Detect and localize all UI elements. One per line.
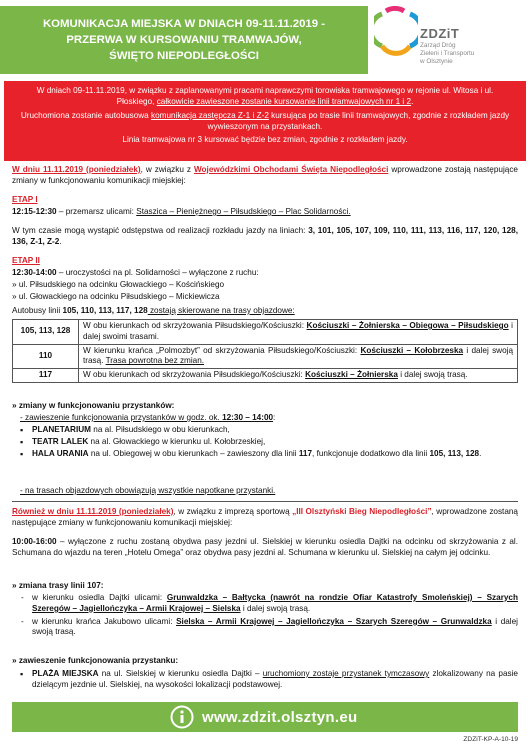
detour-intro (12, 306, 518, 317)
etap2-text: – uroczystości na pl. Solidarności – wyłączone z ruchu: (56, 268, 259, 277)
list-item (18, 593, 518, 615)
etap1-route: Staszica – Pieniężnego – Piłsudskiego – Plac Solidarności. (136, 207, 351, 216)
etap2-item-2: » ul. Głowackiego na odcinku Piłsudskiego – Mickiewicza (12, 292, 220, 301)
etap2-time: 12:30-14:00 (12, 268, 57, 277)
detour-intro-text: Autobusy linii (12, 306, 63, 315)
stop-name: HALA URANIA (32, 448, 89, 458)
zdzit-logo (374, 6, 524, 74)
stop-text-3: . (479, 448, 482, 458)
stop-text: na al. Głowackiego w kierunku ul. Kołobrzeskiej, (88, 436, 266, 446)
route-text: W kierunku krańca „Polmozbyt” od skrzyżowania Piłsudskiego/Kościuszki: (83, 345, 361, 355)
stops-sub-text: - zawieszenie funkcjonowania przystanków w godz. ok. (20, 413, 223, 422)
route-change-heading (12, 581, 518, 592)
list-item (18, 669, 518, 691)
alert-p1-text: W dniach 09-11.11.2019, w związku z zaplanowanymi pracami naprawczymi torowiska tramwajowego w rejonie ul. Witosa i ul. Płoskiego, (36, 86, 494, 107)
section2-date: Również w dniu 11.11.2019 (poniedziałek) (12, 507, 174, 516)
stop-temporary: uruchomiony zostaje przystanek tymczasowy (262, 669, 430, 678)
stops-sub (12, 413, 518, 424)
stop-lines-extra: 105, 113, 128 (429, 448, 480, 458)
stop-text: na ul. Obiegowej w obu kierunkach – zawieszony dla linii (88, 448, 299, 458)
alert-paragraph-2 (18, 110, 512, 133)
header (0, 0, 530, 78)
stop-suspension-list (18, 669, 518, 691)
stops-sub-end: : (273, 413, 276, 422)
detour-table (12, 319, 518, 383)
section2-intro (12, 507, 518, 529)
alert-paragraph-3: Linia tramwajowa nr 3 kursować będzie bez zmian, zgodnie z rozkładem jazdy. (122, 135, 408, 145)
list-item (18, 617, 518, 639)
alert-p1-end: . (411, 97, 414, 107)
info-icon (170, 705, 194, 729)
etap2-label: ETAP II (12, 256, 40, 265)
table-row (13, 320, 518, 345)
logo-sub-2: Zieleni i Transportu (420, 50, 475, 57)
table-cell-line: 110 (13, 344, 79, 369)
list-item (18, 437, 518, 448)
route2-text: w kierunku krańca Jakubowo ulicami: (32, 616, 177, 626)
section1-intro-text: , w związku z (140, 165, 194, 174)
alert-p2-end: kursująca po trasie linii tramwajowych, zgodnie z rozkładem jazdy wywieszonym na przystankach. (207, 110, 510, 131)
section2-closure-text: – wyłączone z ruchu zostaną obydwa pasy jezdni ul. Sielskiej w kierunku osiedla Dajtki na odcinku od skrzyżowania z al. Schumana do wjazdu na teren „Hotelu Omega” oraz obydwa pasy jezdni al. Schumana w kierunku ul. Sielskiej na całym jej odcinku. (12, 537, 518, 557)
route-note: Trasa powrotna bez zmian. (105, 356, 205, 366)
route-text: W obu kierunkach od skrzyżowania Piłsudskiego/Kościuszki: (83, 321, 307, 330)
stop-name: TEATR LALEK (32, 436, 89, 446)
stop-text-end: zlokalizowany na pasie dzielącym jezdnie ul. Sielskiej, na wysokości lokalizacji podstawowej. (32, 669, 518, 689)
etap1-lines-text: W tym czasie mogą wystąpić odstępstwa od realizacji rozkładu jazdy na liniach: (12, 226, 309, 235)
stop-text: na al. Piłsudskiego w obu kierunkach, (90, 425, 230, 434)
route-streets: Kościuszki – Żołnierska (305, 370, 398, 380)
stop-text: na ul. Sielskiej w kierunku osiedla Dajtki – (98, 669, 263, 678)
section-divider (12, 501, 518, 502)
table-cell-line: 105, 113, 128 (13, 320, 79, 345)
document-code: ZDZiT-KP-A-10-19 (463, 736, 518, 743)
page-title (0, 6, 368, 74)
stops-note: - na trasach objazdowych obowiązują wszystkie napotkane przystanki. (20, 486, 276, 495)
list-item (18, 449, 518, 460)
title-line-1: KOMUNIKACJA MIEJSKA W DNIACH 09-11.11.2019 - (42, 18, 326, 30)
section2-time: 10:00-16:00 (12, 537, 57, 546)
table-cell-route (79, 369, 518, 383)
route-streets: Kościuszki – Kołobrzeska (360, 345, 464, 355)
list-item (18, 425, 518, 436)
detour-lines: 105, 110, 113, 117, 128 (62, 306, 148, 315)
section2-event: „III Olsztyński Bieg Niepodległości” (292, 507, 432, 516)
section2-closure (12, 537, 518, 559)
route2-streets: Sielska – Armii Krajowej – Jagiellończyka – Szarych Szeregów – Grunwaldzka (176, 616, 492, 626)
stop-name: PLANETARIUM (32, 425, 91, 434)
table-cell-route (79, 344, 518, 369)
alert-p2-emphasis: komunikacja zastępcza Z-1 i Z-2 (151, 110, 269, 120)
route-end: i dalej swoimi trasami. (83, 321, 513, 341)
stop-suspension-heading: » zawieszenie funkcjonowania przystanku: (12, 656, 179, 665)
section1-date: W dniu 11.11.2019 (poniedziałek) (12, 165, 141, 174)
logo-sub-3: w Olsztynie (420, 58, 453, 65)
route2-end: i dalej swoją trasą. (32, 616, 518, 637)
website-link[interactable]: www.zdzit.olsztyn.eu (202, 709, 358, 726)
title-line-3: ŚWIĘTO NIEPODLEGŁOŚCI (109, 50, 259, 63)
route1-text: w kierunku osiedla Dajtki ulicami: (32, 593, 167, 602)
etap1-line (12, 207, 518, 218)
route1-end: i dalej swoją trasą. (240, 603, 311, 613)
etap1-lines-list: 3, 101, 105, 107, 109, 110, 111, 113, 116, 117, 120, 128, 136, Z-1, Z-2 (12, 226, 518, 246)
stops-heading: » zmiany w funkcjonowaniu przystanków: (12, 401, 175, 410)
table-row (13, 369, 518, 383)
logo-sub-1: Zarząd Dróg (420, 42, 456, 49)
etap1-lines (12, 226, 518, 248)
stops-sub-time: 12:30 – 14:00 (222, 413, 274, 422)
table-row (13, 344, 518, 369)
etap1-lines-end: . (59, 236, 62, 246)
table-cell-route (79, 320, 518, 345)
detour-intro-end: zostają skierowane na trasy objazdowe: (147, 306, 295, 315)
alert-paragraph-1 (18, 85, 512, 108)
alert-box (4, 81, 526, 161)
etap2-line (12, 268, 518, 279)
route-end: i dalej swoją trasą. (83, 345, 514, 366)
etap2-item-1: » ul. Piłsudskiego na odcinku Głowackiego – Kościńskiego (12, 280, 225, 289)
zdzit-logo-icon (374, 6, 418, 66)
stop-name: PLAŻA MIEJSKA (32, 669, 99, 678)
section1-intro (12, 165, 518, 187)
logo-name: ZDZiT (420, 26, 460, 41)
etap1-time: 12:15-12:30 (12, 207, 57, 216)
section1-intro-end: wprowadzone zostają następujące zmiany w funkcjonowaniu komunikacji miejskiej: (12, 165, 518, 185)
logo-subtitle (420, 42, 474, 66)
footer-bar (12, 702, 518, 732)
route-text: W obu kierunkach od skrzyżowania Piłsudskiego/Kościuszki: (83, 370, 306, 380)
section2-intro-end: , wprowadzone zostaną następujące zmiany w funkcjonowaniu komunikacji miejskiej: (12, 507, 518, 527)
route1-streets: Grunwaldzka – Bałtycka (nawrót na rondzie Ofiar Katastrofy Smoleńskiej) – Szarych Szeregów – Jagiellończyka – Armii Krajowej – Sielska (32, 593, 518, 613)
alert-p1-emphasis: całkowicie zawieszone zostanie kursowanie linii tramwajowych nr 1 i 2 (156, 97, 412, 107)
route-change-list (18, 593, 518, 638)
route-heading-end: : (100, 581, 104, 590)
section2-intro-text: , w związku z imprezą sportową (173, 507, 293, 516)
route-end: i dalej swoją trasą. (397, 370, 468, 380)
table-cell-line: 117 (13, 369, 79, 383)
route-heading-text: » zmiana trasy linii (12, 581, 88, 590)
section1-event: Wojewódzkimi Obchodami Święta Niepodległości (193, 165, 389, 174)
stops-list (18, 425, 518, 459)
route-streets: Kościuszki – Żołnierska – Obiegowa – Piłsudskiego (306, 321, 509, 330)
alert-p2-text: Uruchomiona zostanie autobusowa (20, 110, 152, 120)
title-line-2: PRZERWA W KURSOWANIU TRAMWAJÓW, (66, 34, 302, 47)
etap1-label: ETAP I (12, 195, 38, 204)
stop-line: 117 (298, 448, 313, 458)
route-heading-line: 107 (87, 581, 101, 590)
etap1-text: – przemarsz ulicami: (56, 207, 137, 216)
stop-text-2: , funkcjonuje dodatkowo dla linii (312, 448, 430, 458)
